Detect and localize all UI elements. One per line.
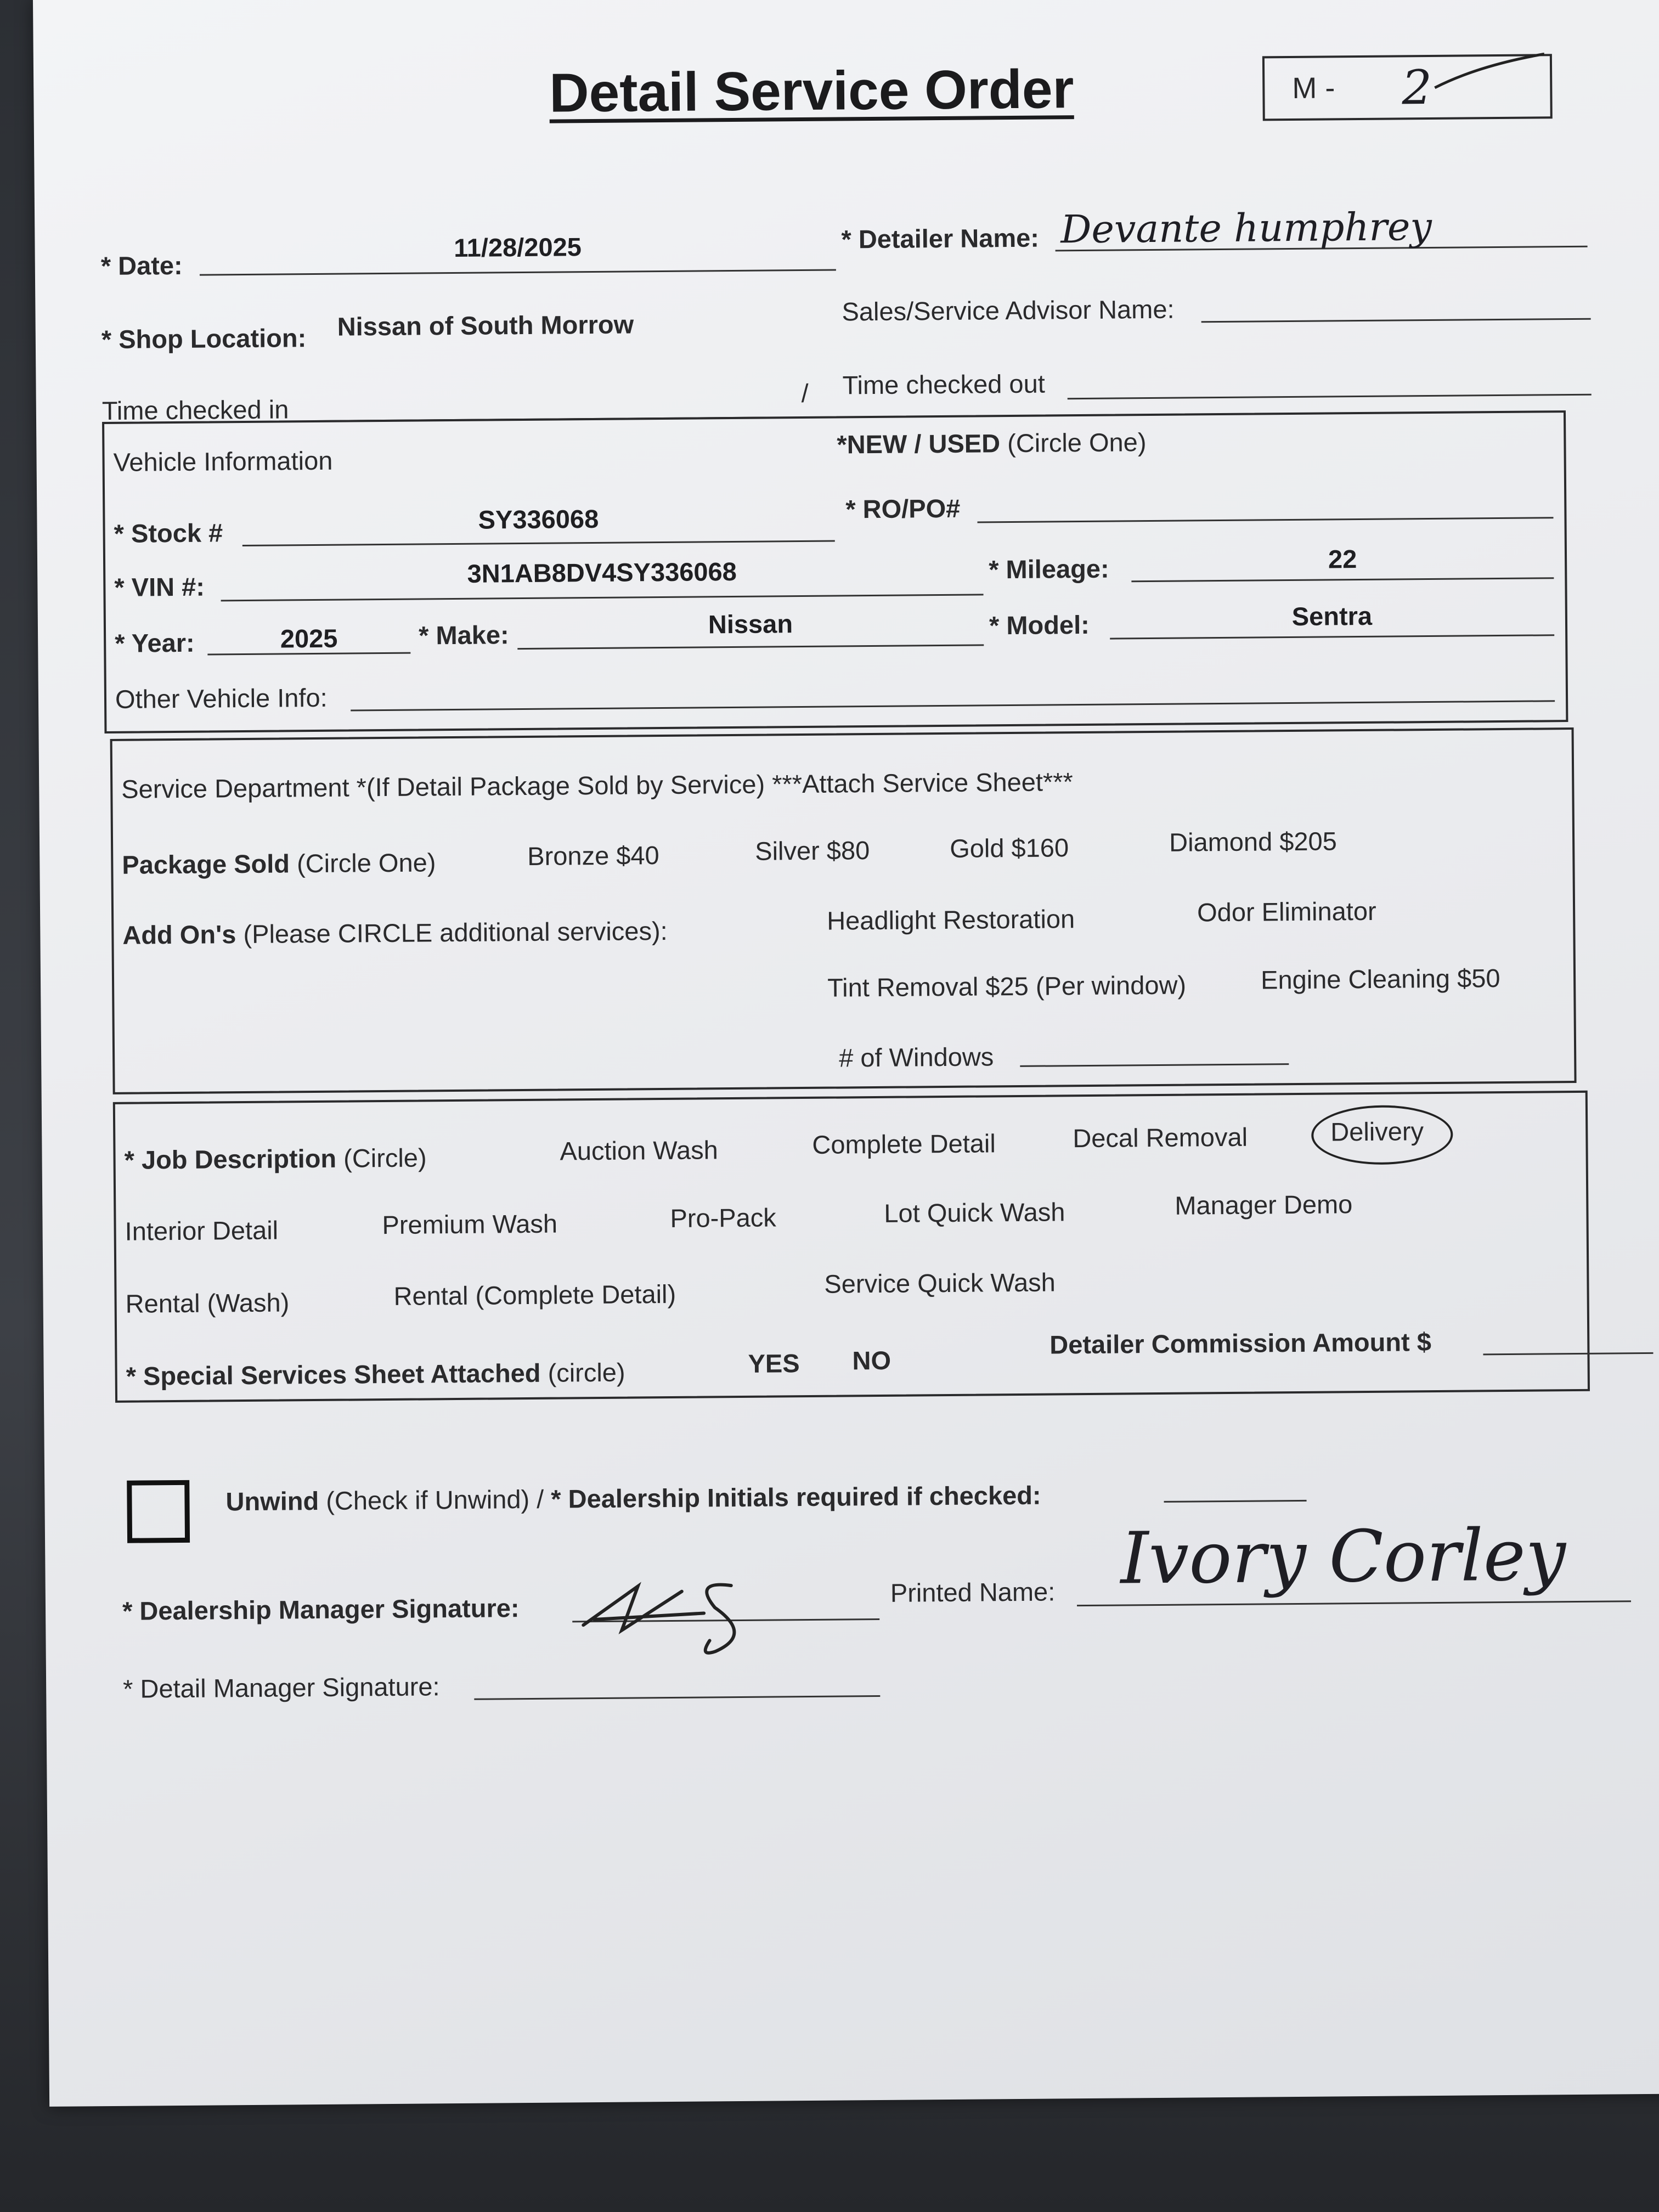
- windows-line: [1020, 1063, 1289, 1067]
- unwind-checkbox[interactable]: [127, 1480, 190, 1543]
- vin-value: 3N1AB8DV4SY336068: [467, 556, 737, 588]
- ro-po-label: * RO/PO#: [845, 493, 961, 524]
- other-info-line: [351, 700, 1555, 711]
- job-description-bold: * Job Description: [124, 1143, 337, 1175]
- special-services-bold: * Special Services Sheet Attached: [126, 1358, 541, 1391]
- model-label: * Model:: [989, 610, 1090, 640]
- detailer-label: * Detailer Name:: [841, 223, 1040, 254]
- job-delivery[interactable]: Delivery: [1330, 1116, 1424, 1147]
- addons-note: (Please CIRCLE additional services):: [243, 916, 668, 949]
- make-line: [517, 644, 984, 650]
- date-value: 11/28/2025: [454, 232, 582, 262]
- package-sold-bold: Package Sold: [122, 849, 290, 879]
- commission-label: Detailer Commission Amount $: [1049, 1327, 1432, 1359]
- job-rental-complete-detail[interactable]: Rental (Complete Detail): [393, 1279, 676, 1311]
- job-service-quick-wash[interactable]: Service Quick Wash: [824, 1267, 1056, 1299]
- windows-label: # of Windows: [838, 1042, 994, 1073]
- special-no[interactable]: NO: [852, 1345, 891, 1375]
- advisor-line: [1201, 318, 1591, 323]
- printed-name-label: Printed Name:: [890, 1577, 1056, 1607]
- vin-line: [221, 594, 984, 601]
- shop-location-label: * Shop Location:: [101, 323, 307, 354]
- time-separator: /: [801, 378, 809, 408]
- other-info-label: Other Vehicle Info:: [115, 682, 328, 714]
- shop-location-value: Nissan of South Morrow: [337, 309, 634, 341]
- unwind-initials-line: [1164, 1500, 1307, 1503]
- job-description-label: [124, 1142, 426, 1175]
- detailer-name-handwritten: Devante humphrey: [1060, 204, 1432, 252]
- mileage-label: * Mileage:: [988, 554, 1109, 584]
- model-line: [1110, 634, 1554, 639]
- make-value: Nissan: [708, 609, 793, 639]
- paper-form: [33, 0, 1659, 2107]
- commission-line: [1483, 1352, 1653, 1355]
- unwind-bold: Unwind: [225, 1486, 319, 1516]
- job-manager-demo[interactable]: Manager Demo: [1175, 1189, 1353, 1220]
- stock-value: SY336068: [478, 504, 599, 534]
- order-number-handwritten: 2: [1401, 60, 1432, 116]
- vin-label: * VIN #:: [114, 572, 205, 602]
- unwind-label: [225, 1480, 1041, 1517]
- detail-manager-signature-label: * Detail Manager Signature:: [122, 1672, 440, 1703]
- job-lot-quick-wash[interactable]: Lot Quick Wash: [884, 1197, 1065, 1228]
- job-description-note: (Circle): [343, 1143, 427, 1173]
- time-out-label: Time checked out: [842, 369, 1045, 400]
- job-interior-detail[interactable]: Interior Detail: [125, 1215, 279, 1246]
- addon-odor-eliminator[interactable]: Odor Eliminator: [1197, 896, 1376, 927]
- service-header: Service Department *(If Detail Package Sold by Service) ***Attach Service Sheet***: [121, 767, 1074, 804]
- job-decal-removal[interactable]: Decal Removal: [1073, 1122, 1248, 1153]
- service-department-section: [110, 727, 1577, 1094]
- package-silver[interactable]: Silver $80: [755, 836, 870, 866]
- package-gold[interactable]: Gold $160: [949, 833, 1069, 863]
- addons-bold: Add On's: [122, 919, 236, 950]
- mileage-line: [1131, 577, 1554, 582]
- ro-po-line: [978, 517, 1554, 523]
- package-sold-note: (Circle One): [296, 848, 436, 878]
- printed-name-handwritten: Ivory Corley: [1120, 1513, 1566, 1600]
- special-services-label: [126, 1357, 625, 1391]
- detail-manager-signature-line: [474, 1695, 880, 1700]
- new-used-field: [837, 427, 1147, 459]
- delivery-circle-mark: [1311, 1105, 1453, 1165]
- stock-label: * Stock #: [114, 518, 223, 548]
- mileage-value: 22: [1328, 544, 1357, 574]
- job-complete-detail[interactable]: Complete Detail: [812, 1128, 996, 1159]
- stock-line: [242, 540, 835, 546]
- package-diamond[interactable]: Diamond $205: [1169, 826, 1338, 857]
- advisor-label: Sales/Service Advisor Name:: [842, 294, 1175, 326]
- job-description-section: [113, 1091, 1590, 1403]
- year-label: * Year:: [115, 628, 195, 658]
- unwind-requirement: * Dealership Initials required if checked:: [551, 1480, 1041, 1514]
- special-yes[interactable]: YES: [748, 1348, 800, 1378]
- new-used-note: (Circle One): [1007, 427, 1147, 458]
- date-label: * Date:: [100, 250, 183, 281]
- printed-name-line: [1077, 1600, 1631, 1606]
- unwind-note: (Check if Unwind) /: [326, 1484, 551, 1515]
- make-label: * Make:: [418, 620, 509, 650]
- special-services-note: (circle): [548, 1357, 625, 1387]
- order-number-stroke: [1429, 48, 1550, 99]
- addons-label: [122, 916, 668, 950]
- addon-engine-cleaning[interactable]: Engine Cleaning $50: [1260, 963, 1500, 995]
- model-value: Sentra: [1291, 601, 1373, 631]
- time-out-line: [1068, 394, 1592, 400]
- vehicle-info-section: [102, 410, 1568, 733]
- job-pro-pack[interactable]: Pro-Pack: [670, 1203, 776, 1233]
- package-sold-label: [122, 847, 436, 879]
- vehicle-info-label: Vehicle Information: [113, 445, 333, 477]
- order-prefix: M -: [1292, 71, 1335, 105]
- order-number-box: [1262, 54, 1553, 121]
- year-value: 2025: [280, 623, 338, 653]
- date-line: [200, 269, 836, 276]
- time-in-label: Time checked in: [101, 394, 289, 426]
- job-premium-wash[interactable]: Premium Wash: [382, 1209, 558, 1240]
- addon-headlight-restoration[interactable]: Headlight Restoration: [827, 904, 1075, 935]
- job-auction-wash[interactable]: Auction Wash: [560, 1135, 718, 1166]
- manager-signature-label: * Dealership Manager Signature:: [122, 1593, 520, 1626]
- package-bronze[interactable]: Bronze $40: [527, 840, 659, 871]
- page-title: Detail Service Order: [549, 58, 1074, 124]
- addon-tint-removal[interactable]: Tint Removal $25 (Per window): [827, 970, 1187, 1002]
- job-rental-wash[interactable]: Rental (Wash): [125, 1288, 290, 1318]
- new-used-label: *NEW / USED: [837, 428, 1001, 459]
- manager-signature-image: [572, 1552, 803, 1663]
